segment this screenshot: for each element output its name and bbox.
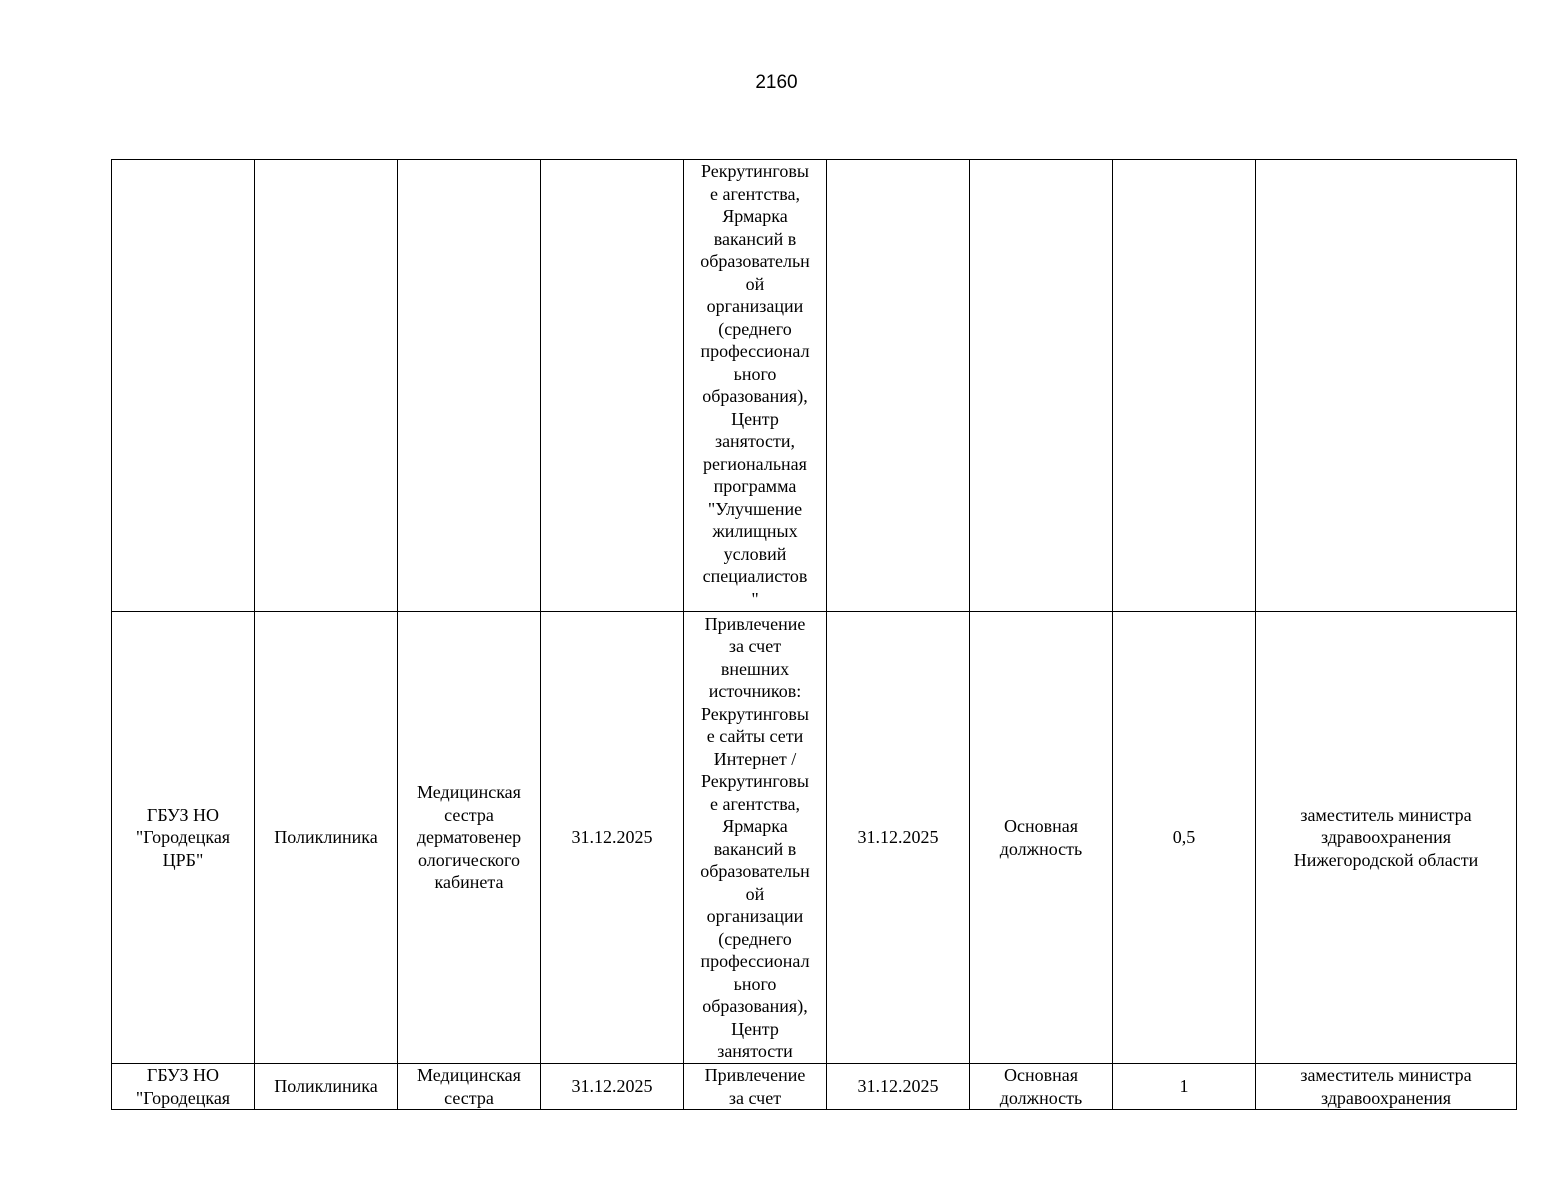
job-type-cell: Основная должность — [970, 612, 1113, 1064]
job-type-cell: Основная должность — [970, 1064, 1113, 1110]
org-cell: ГБУЗ НО "Городецкая ЦРБ" — [112, 612, 255, 1064]
method-cell: Привлечение за счет — [684, 1064, 827, 1110]
org-cell: ГБУЗ НО "Городецкая — [112, 1064, 255, 1110]
table-row — [112, 160, 1517, 612]
dept-cell: Поликлиника — [255, 1064, 398, 1110]
rate-cell — [1113, 160, 1256, 612]
position-cell: Медицинская сестра — [398, 1064, 541, 1110]
table-row — [112, 1064, 1517, 1110]
method-cell: Рекрутинговы е агентства, Ярмарка вакансий в образовательн ой организации (среднего профессионал ьного образования), Центр занятости, региональная программа "Улучшение жилищных условий специалистов " — [684, 160, 827, 612]
date-end-cell — [827, 160, 970, 612]
position-cell: Медицинская сестра дерматовенер ологического кабинета — [398, 612, 541, 1064]
rate-cell: 0,5 — [1113, 612, 1256, 1064]
date-start-cell: 31.12.2025 — [541, 1064, 684, 1110]
responsible-cell: заместитель министра здравоохранения — [1256, 1064, 1517, 1110]
position-cell — [398, 160, 541, 612]
staffing-table — [111, 159, 1517, 1110]
rate-cell: 1 — [1113, 1064, 1256, 1110]
responsible-cell — [1256, 160, 1517, 612]
method-cell: Привлечение за счет внешних источников: Рекрутинговы е сайты сети Интернет / Рекрутинговы е агентства, Ярмарка вакансий в образовательн ой организации (среднего профессионал ьного образования), Центр занятости — [684, 612, 827, 1064]
dept-cell: Поликлиника — [255, 612, 398, 1064]
date-start-cell — [541, 160, 684, 612]
page-number: 2160 — [755, 72, 798, 93]
responsible-cell: заместитель министра здравоохранения Нижегородской области — [1256, 612, 1517, 1064]
org-cell — [112, 160, 255, 612]
date-start-cell: 31.12.2025 — [541, 612, 684, 1064]
date-end-cell: 31.12.2025 — [827, 612, 970, 1064]
dept-cell — [255, 160, 398, 612]
table-row — [112, 612, 1517, 1064]
date-end-cell: 31.12.2025 — [827, 1064, 970, 1110]
job-type-cell — [970, 160, 1113, 612]
